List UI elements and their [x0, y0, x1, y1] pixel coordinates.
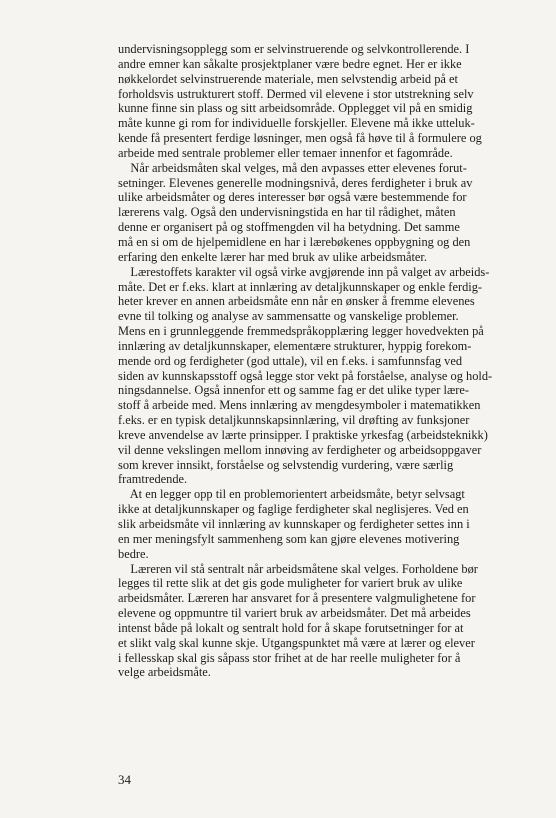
text-line: elevene og oppmuntre til variert bruk av arbeidsmåter. Det må arbeides: [118, 606, 471, 621]
text-line: ningsdannelse. Også innenfor ett og samme fag er det ulike typer lære-: [118, 383, 469, 398]
text-line: i fellesskap skal gis såpass stor frihet at de har reelle muligheter for å: [118, 650, 461, 665]
text-line: Lærestoffets karakter vil også virke avgjørende inn på valget av arbeids-: [118, 264, 490, 279]
page-number: 34: [118, 772, 131, 787]
paragraph: [118, 161, 530, 265]
text-line: må en si om de hjelpemidlene en har i lærebøkenes oppbygning og den: [118, 234, 471, 249]
text-line: et slikt valg skal kunne skje. Utgangspunktet må være at lærer og elever: [118, 635, 475, 650]
paragraph: [118, 265, 530, 488]
text-line: Mens en i grunnleggende fremmedspråkopplæring legger hovedvekten på: [118, 324, 484, 339]
text-line: kende få presentert ferdige løsninger, men også få høve til å formulere og: [118, 131, 482, 146]
text-line: ikke at detaljkunnskaper og faglige ferdigheter skal neglisjeres. Ved en: [118, 502, 469, 517]
text-line: intenst både på lokalt og sentralt hold for å skape forutsetninger for at: [118, 620, 464, 635]
text-line: måte. Det er f.eks. klart at innlæring av detaljkunnskaper og enkle ferdig-: [118, 279, 483, 294]
body-text: [118, 42, 530, 680]
text-line: At en legger opp til en problemorientert arbeidsmåte, betyr selvsagt: [118, 487, 465, 502]
text-line: siden av kunnskapsstoff også legge stor vekt på forståelse, analyse og hold-: [118, 368, 493, 383]
paragraph: [118, 42, 530, 161]
text-line: andre emner kan såkalte prosjektplaner være bedre egnet. Her er ikke: [118, 56, 462, 71]
text-line: måte kunne gi rom for individuelle forskjeller. Elevene må ikke utteluk-: [118, 116, 475, 131]
text-line: Læreren vil stå sentralt når arbeidsmåtene skal velges. Forholdene bør: [118, 561, 478, 576]
text-line: velge arbeidsmåte.: [118, 665, 211, 680]
text-line: kunne finne sin plass og sitt arbeidsområde. Opplegget vil på en smidig: [118, 101, 473, 116]
text-line: innlæring av detaljkunnskaper, elementære strukturer, hyppig forekom-: [118, 338, 472, 353]
text-line: denne er organisert på og stoffmengden vil ha betydning. Det samme: [118, 220, 460, 235]
text-line: mende ord og ferdigheter (god uttale), vil en f.eks. i samfunnsfag ved: [118, 353, 463, 368]
text-line: setninger. Elevenes generelle modningsnivå, deres ferdigheter i bruk av: [118, 175, 473, 190]
paragraph: [118, 487, 530, 561]
text-line: kreve anvendelse av lærte prinsipper. I praktiske yrkesfag (arbeidsteknikk): [118, 427, 488, 442]
text-line: bedre.: [118, 546, 149, 561]
text-line: framtredende.: [118, 472, 188, 487]
text-line: f.eks. er en typisk detaljkunnskapsinnlæring, vil drøfting av funksjoner: [118, 413, 470, 428]
text-line: arbeidsmåter. Læreren har ansvaret for å presentere valgmulighetene for: [118, 591, 476, 606]
text-line: erfaring den enkelte lærer har med bruk av ulike arbeidsmåter.: [118, 249, 427, 264]
text-line: heter krever en annen arbeidsmåte enn når en ønsker å fremme elevenes: [118, 294, 475, 309]
text-line: lærerens valg. Også den undervisningstida en har til rådighet, måten: [118, 205, 456, 220]
text-line: Når arbeidsmåten skal velges, må den avpasses etter elevenes forut-: [118, 160, 467, 175]
text-line: stoff å arbeide med. Mens innlæring av mengdesymboler i matematikken: [118, 398, 481, 413]
text-line: vil denne vekslingen mellom innøving av ferdigheter og arbeidsoppgaver: [118, 442, 482, 457]
text-line: undervisningsopplegg som er selvinstruerende og selvkontrollerende. I: [118, 42, 470, 56]
text-line: evne til tolking og analyse av sammensatte og vanskelige problemer.: [118, 309, 459, 324]
text-line: legges til rette slik at det gis gode muligheter for variert bruk av ulike: [118, 576, 463, 591]
text-line: som krever innsikt, forståelse og selvstendig vurdering, være særlig: [118, 457, 454, 472]
text-line: arbeide med sentrale problemer eller temaer innenfor et fagområde.: [118, 145, 453, 160]
text-line: forholdsvis ustrukturert stoff. Dermed vil elevene i stor utstrekning selv: [118, 86, 474, 101]
text-line: nøkkelordet selvinstruerende materiale, men selvstendig arbeid på et: [118, 71, 458, 86]
text-line: slik arbeidsmåte vil innlæring av kunnskaper og ferdigheter settes inn i: [118, 517, 470, 531]
text-line: en mer meningsfylt sammenheng som kan gjøre elevenes motivering: [118, 531, 460, 546]
text-line: ulike arbeidsmåter og deres interesser bør også være bestemmende for: [118, 190, 467, 205]
paragraph: [118, 562, 530, 681]
